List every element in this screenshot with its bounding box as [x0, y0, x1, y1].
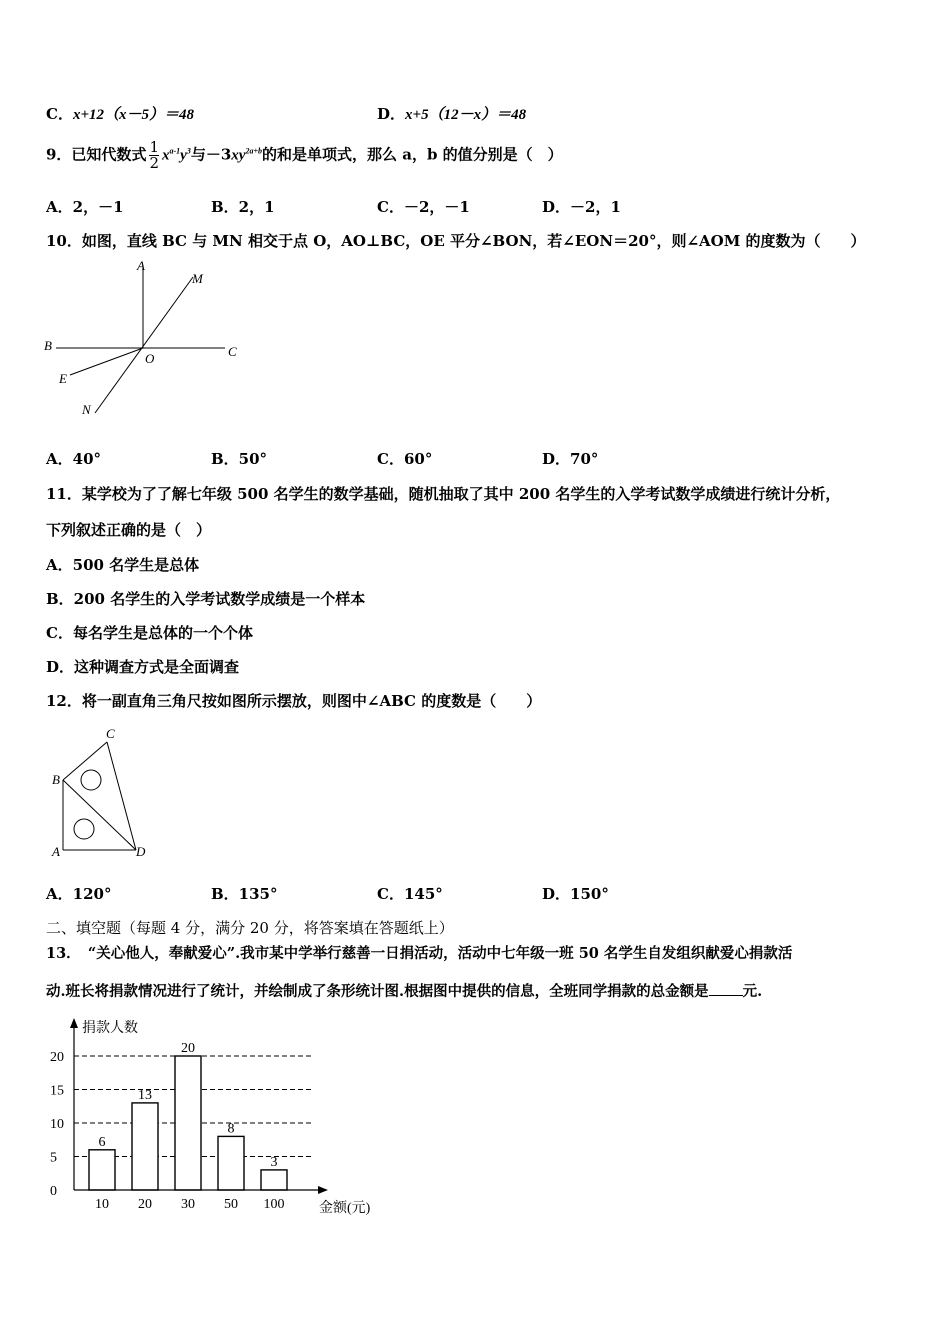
chart-bars [89, 1041, 287, 1190]
q12-option-c[interactable]: C．145° [377, 885, 443, 903]
q10-option-a[interactable]: A．40° [46, 450, 102, 468]
q11-option-d[interactable]: D．这种调查方式是全面调查 [46, 658, 240, 676]
q9-expr1-base: x [162, 147, 170, 164]
point-n-label: N [82, 402, 91, 417]
y-axis-label: 捐款人数 [82, 1021, 138, 1036]
q11-option-b[interactable]: B．200 名学生的入学考试数学成绩是一个样本 [46, 590, 366, 608]
x-tick-label-100: 100 [263, 1197, 285, 1212]
bar-value-label-100: 3 [270, 1154, 278, 1170]
q9-mid: 与－3 [190, 145, 232, 164]
q9-option-d[interactable]: D．－2，1 [542, 198, 621, 216]
x-axis-label: 金额(元) [319, 1201, 371, 1216]
x-tick-label-10: 10 [95, 1197, 109, 1212]
chart-ticks [50, 1050, 285, 1212]
q9-question [46, 140, 563, 171]
q11-option-a[interactable]: A．500 名学生是总体 [46, 556, 200, 574]
point-c-label: C [106, 726, 115, 741]
bar-value-label-20: 13 [138, 1087, 152, 1103]
q12-option-b[interactable]: B．135° [211, 885, 278, 903]
q9-expr2-base: xy [231, 147, 246, 164]
q10-figure [40, 255, 260, 425]
bar-10 [89, 1150, 115, 1190]
q9-expr2-exp: 2a+b [245, 146, 263, 156]
q9-option-b[interactable]: B．2，1 [211, 198, 275, 216]
q13-question-line2 [46, 980, 762, 1001]
bar-value-label-10: 6 [98, 1134, 106, 1150]
q8-option-c-label: C． [46, 105, 73, 123]
point-c-label: C [228, 344, 237, 359]
q12-question: 12．将一副直角三角尺按如图所示摆放，则图中∠ABC 的度数是（ ） [46, 692, 542, 710]
y-axis-arrow [70, 1018, 78, 1028]
q12-option-a[interactable]: A．120° [46, 885, 112, 903]
q13-question-line1: 13． “关心他人，奉献爱心”.我市某中学举行慈善一日捐活动，活动中七年级一班 50 名学生自发组织献爱心捐款活 [46, 945, 793, 962]
q9-frac-num: 1 [149, 138, 159, 156]
point-a-label: A [137, 258, 145, 273]
q13-answer-blank[interactable] [709, 981, 743, 996]
y-tick-label-5: 5 [50, 1150, 57, 1166]
segment-bd [63, 780, 136, 850]
q10-option-b[interactable]: B．50° [211, 450, 268, 468]
section-2-heading: 二、填空题（每题 4 分，满分 20 分，将答案填在答题纸上） [46, 919, 454, 937]
q8-option-d-label: D． [377, 105, 406, 123]
point-o-label: O [145, 351, 155, 366]
q8-option-d[interactable] [377, 103, 526, 124]
q10-question: 10．如图，直线 BC 与 MN 相交于点 O，AO⊥BC，OE 平分∠BON，若∠EON＝20°，则∠AOM 的度数为（ ） [46, 232, 866, 250]
q8-option-d-expr: x+5（12－x）＝48 [405, 107, 527, 123]
point-m-label: M [192, 271, 203, 286]
y-tick-label-20: 20 [50, 1050, 64, 1065]
q12-option-d[interactable]: D．150° [542, 885, 609, 903]
q9-option-c[interactable]: C．－2，－1 [377, 198, 470, 216]
lower-triangle-hole [74, 819, 94, 839]
q13-line2-text: 动.班长将捐款情况进行了统计，并绘制成了条形统计图.根据图中提供的信息，全班同学捐款的总金额是 [46, 983, 709, 1000]
q9-expr1-exp-a: a-1 [169, 146, 181, 156]
q13-line2-tail: 元. [742, 983, 763, 1000]
point-e-label: E [59, 371, 67, 386]
x-axis-arrow [318, 1186, 328, 1194]
bar-30 [175, 1056, 201, 1190]
q9-fraction [149, 140, 159, 171]
point-b-label: B [44, 338, 52, 353]
q9-frac-den: 2 [149, 154, 159, 172]
q11-question-line2: 下列叙述正确的是（ ） [46, 521, 212, 539]
y-tick-label-10: 10 [50, 1117, 64, 1132]
bar-20 [132, 1103, 158, 1190]
q12-figure [44, 722, 164, 867]
q11-option-c[interactable]: C．每名学生是总体的一个个体 [46, 624, 253, 642]
q8-option-c-expr: x+12（x－5）＝48 [72, 107, 195, 123]
bar-100 [261, 1170, 287, 1190]
x-tick-label-20: 20 [138, 1197, 152, 1212]
x-tick-label-30: 30 [181, 1197, 195, 1212]
point-b-label: B [52, 772, 60, 787]
q9-option-a[interactable]: A．2，－1 [46, 198, 124, 216]
donation-bar-chart [44, 1012, 384, 1222]
line-mn [95, 277, 193, 413]
y-tick-label-0: 0 [50, 1184, 57, 1199]
q10-option-c[interactable]: C．60° [377, 450, 433, 468]
q9-expr1-y: y [180, 147, 187, 164]
q11-question-line1: 11．某学校为了了解七年级 500 名学生的数学基础，随机抽取了其中 200 名学生的入学考试数学成绩进行统计分析， [46, 485, 841, 503]
segment-bc [63, 742, 107, 780]
point-d-label: D [136, 844, 146, 859]
x-tick-label-50: 50 [224, 1197, 238, 1212]
q8-option-c[interactable] [46, 103, 194, 124]
y-tick-label-15: 15 [50, 1083, 64, 1099]
q10-option-d[interactable]: D．70° [542, 450, 599, 468]
bar-value-label-50: 8 [227, 1121, 235, 1137]
q9-prefix: 9．已知代数式 [46, 145, 147, 164]
q9-tail: 的和是单项式，那么 a，b 的值分别是（ ） [262, 145, 563, 164]
point-a-label: A [52, 844, 60, 859]
upper-triangle-hole [81, 770, 101, 790]
segment-cd [107, 742, 136, 850]
bar-value-label-30: 20 [181, 1041, 195, 1056]
q9-expr1-exp-b: 3 [186, 146, 191, 156]
bar-50 [218, 1136, 244, 1190]
